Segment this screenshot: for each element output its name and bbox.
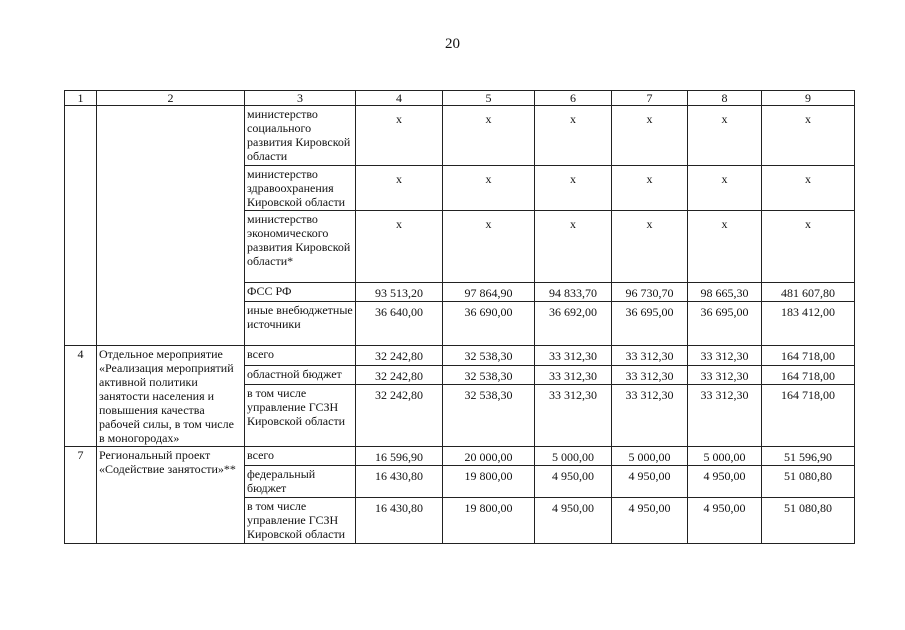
value-cell: 5 000,00	[688, 447, 762, 466]
page-number: 20	[445, 36, 460, 52]
value-cell: x	[356, 106, 443, 166]
value-cell: x	[612, 211, 688, 283]
header-cell: 3	[245, 91, 356, 106]
value-cell: 94 833,70	[535, 283, 612, 302]
funding-source-cell: федеральный бюджет	[245, 466, 356, 498]
value-cell: x	[762, 211, 855, 283]
table-row	[65, 346, 855, 366]
funding-source-cell: министерство здравоохранения Кировской области	[245, 166, 356, 211]
value-cell: 16 596,90	[356, 447, 443, 466]
value-cell: 32 242,80	[356, 346, 443, 366]
value-cell: x	[356, 166, 443, 211]
value-cell: 4 950,00	[612, 466, 688, 498]
funding-source-cell: в том числе управление ГСЗН Кировской области	[245, 498, 356, 544]
value-cell: 33 312,30	[535, 385, 612, 447]
funding-source-cell: министерство экономического развития Кировской области*	[245, 211, 356, 283]
value-cell: 98 665,30	[688, 283, 762, 302]
header-cell: 8	[688, 91, 762, 106]
table-row	[65, 106, 855, 166]
value-cell: x	[535, 106, 612, 166]
row-number-cell: 7	[65, 447, 97, 544]
value-cell: x	[612, 106, 688, 166]
value-cell: 5 000,00	[612, 447, 688, 466]
value-cell: x	[688, 211, 762, 283]
value-cell: 5 000,00	[535, 447, 612, 466]
value-cell: 4 950,00	[535, 466, 612, 498]
value-cell: 33 312,30	[535, 346, 612, 366]
measure-name-cell: Отдельное мероприятие «Реализация мероприятий активной политики занятости населения и повышения качества рабочей силы, в том числе в моногородах»	[97, 346, 245, 447]
funding-source-cell: всего	[245, 447, 356, 466]
value-cell: 36 640,00	[356, 302, 443, 346]
budget-table	[64, 90, 855, 544]
value-cell: 33 312,30	[688, 346, 762, 366]
value-cell: 16 430,80	[356, 466, 443, 498]
value-cell: 32 538,30	[443, 365, 535, 385]
value-cell: x	[443, 106, 535, 166]
value-cell: 33 312,30	[612, 385, 688, 447]
header-cell: 5	[443, 91, 535, 106]
value-cell: 32 242,80	[356, 385, 443, 447]
value-cell: 4 950,00	[535, 498, 612, 544]
value-cell: 481 607,80	[762, 283, 855, 302]
header-cell: 1	[65, 91, 97, 106]
value-cell: 32 242,80	[356, 365, 443, 385]
header-cell: 7	[612, 91, 688, 106]
value-cell: 183 412,00	[762, 302, 855, 346]
value-cell: 164 718,00	[762, 385, 855, 447]
value-cell: 51 596,90	[762, 447, 855, 466]
value-cell: x	[535, 211, 612, 283]
value-cell: 32 538,30	[443, 346, 535, 366]
value-cell: x	[762, 166, 855, 211]
value-cell: 33 312,30	[612, 365, 688, 385]
value-cell: 4 950,00	[612, 498, 688, 544]
value-cell: x	[443, 211, 535, 283]
value-cell: x	[762, 106, 855, 166]
header-cell: 6	[535, 91, 612, 106]
value-cell: 36 695,00	[612, 302, 688, 346]
value-cell: 51 080,80	[762, 466, 855, 498]
value-cell: 4 950,00	[688, 466, 762, 498]
funding-source-cell: областной бюджет	[245, 365, 356, 385]
value-cell: 36 695,00	[688, 302, 762, 346]
value-cell: x	[443, 166, 535, 211]
value-cell: 93 513,20	[356, 283, 443, 302]
measure-name-cell: Региональный проект «Содействие занятости»**	[97, 447, 245, 544]
funding-source-cell: министерство социального развития Кировской области	[245, 106, 356, 166]
value-cell: 36 692,00	[535, 302, 612, 346]
value-cell: x	[688, 166, 762, 211]
value-cell: 33 312,30	[688, 385, 762, 447]
row-number-cell	[65, 106, 97, 346]
funding-source-cell: иные внебюджетные источники	[245, 302, 356, 346]
value-cell: x	[535, 166, 612, 211]
header-cell: 9	[762, 91, 855, 106]
value-cell: 164 718,00	[762, 365, 855, 385]
value-cell: x	[612, 166, 688, 211]
funding-source-cell: в том числе управление ГСЗН Кировской области	[245, 385, 356, 447]
value-cell: 96 730,70	[612, 283, 688, 302]
value-cell: 33 312,30	[688, 365, 762, 385]
row-number-cell: 4	[65, 346, 97, 447]
table-header-row	[65, 91, 855, 106]
funding-source-cell: всего	[245, 346, 356, 366]
value-cell: 19 800,00	[443, 498, 535, 544]
value-cell: 16 430,80	[356, 498, 443, 544]
value-cell: x	[356, 211, 443, 283]
measure-name-cell	[97, 106, 245, 346]
header-cell: 2	[97, 91, 245, 106]
header-cell: 4	[356, 91, 443, 106]
value-cell: 33 312,30	[612, 346, 688, 366]
value-cell: 19 800,00	[443, 466, 535, 498]
value-cell: 33 312,30	[535, 365, 612, 385]
value-cell: 97 864,90	[443, 283, 535, 302]
value-cell: 4 950,00	[688, 498, 762, 544]
value-cell: 51 080,80	[762, 498, 855, 544]
value-cell: 164 718,00	[762, 346, 855, 366]
funding-source-cell: ФСС РФ	[245, 283, 356, 302]
value-cell: x	[688, 106, 762, 166]
table-row	[65, 447, 855, 466]
value-cell: 32 538,30	[443, 385, 535, 447]
value-cell: 36 690,00	[443, 302, 535, 346]
value-cell: 20 000,00	[443, 447, 535, 466]
